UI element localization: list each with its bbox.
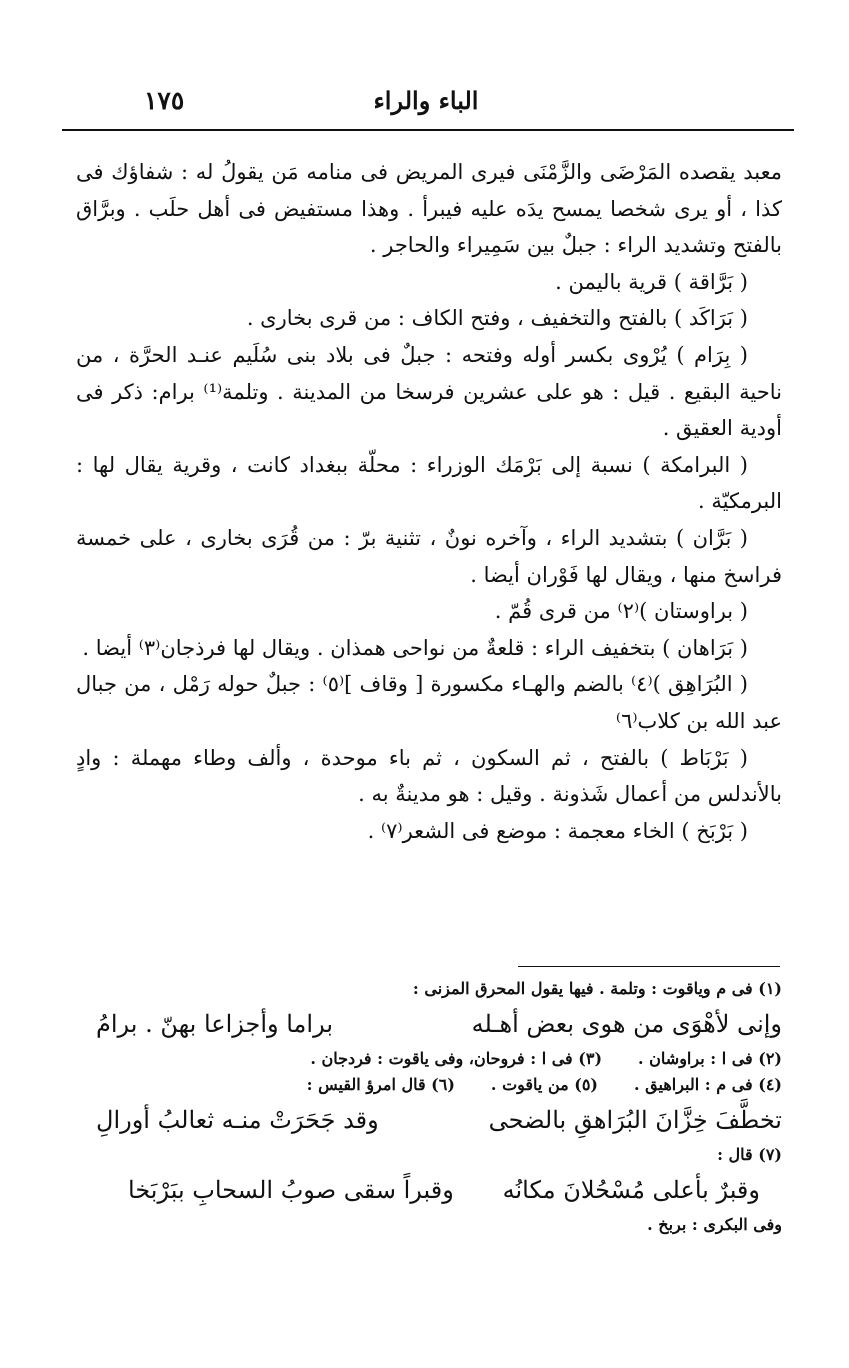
entry-barbakh: ( بَرْبَخ ) الخاء معجمة : موضع فى الشعر⁽٧⁾ . [367,818,748,843]
entry-barbat: ( بَرْبَاط ) بالفتح ، ثم السكون ، ثم باء موحدة ، وألف وطاء مهملة : وادٍ بالأندلس من أعمال شَذونة . وقيل : هو مدينةٌ به . [76,745,782,807]
entry-barran: ( بَرَّان ) بتشديد الراء ، وآخره نونٌ ، تثنية برّ : من قُرَى بخارى ، على خمسة فراسخ منها ، ويقال لها فَوْران أيضا . [76,525,782,587]
entry-barakad: ( بَرَاكَد ) بالفتح والتخفيف ، وفتح الكاف : من قرى بخارى . [246,306,748,331]
footnote-row-4-6 [90,1072,782,1098]
footnote-row-2-3 [90,1046,782,1072]
running-head [70,86,782,126]
verse-3-first-hemistich: وقبرٌ بأعلى مُسْحُلانَ مكانُه [502,1176,760,1204]
verse-1-first-hemistich: وإنى لأهْوَى من هوى بعض أهـله [471,1010,782,1038]
page-number: ١٧٥ [144,86,185,115]
entry-buraahiq: ( البُرَاهِق )⁽٤⁾ بالضم والهـاء مكسورة [ وقاف ]⁽٥⁾ : جبلٌ حوله رَمْل ، من جبال عبد الله بن كلاب⁽٦⁾ [76,672,782,733]
footnote-rule [518,966,780,967]
verse-2 [96,1100,782,1140]
verse-3-second-hemistich: وقبراً سقى صوبُ السحابِ ببَرْبَخا [128,1176,454,1204]
paragraph-continuation: معبد يقصده المَرْضَى والزَّمْنَى فيرى المريض فى منامه مَن يقولُ له : شفاؤك فى كذا ، أو يرى شخصا يمسح يدَه عليه فيبرأ . وهذا مستفيض فى أهل حلَب . وبرَّاق بالفتح وتشديد الراء : جبلٌ بين سَمِيراء والحاجر . [76,160,782,258]
running-title: الباء والراء [373,86,479,115]
footnote-3: (٣) فى ا : فروحان، وفى ياقوت : فردجان . [310,1049,603,1068]
main-text [76,154,782,849]
verse-1-second-hemistich: براما وأجزاعا بهنّ . برامُ [96,1010,333,1038]
footnote-6: (٦) قال امرؤ القيس : [306,1075,455,1094]
entry-barahan: ( بَرَاهان ) بتخفيف الراء : قلعةٌ من نواحى همذان . ويقال لها فرذجان⁽٣⁾ أيضا . [82,635,748,660]
entry-biram: ( بِرَام ) يُرْوى بكسر أوله وفتحه : جبلٌ فى بلاد بنى سُلَيم عنـد الحرَّة ، من ناحية البقيع . قيل : هو على عشرين فرسخا من المدينة . وتلمة⁽¹⁾ برام: ذكر فى أودية العقيق . [76,342,782,441]
footnote-4: (٤) فى م : البراهيق . [634,1075,782,1094]
verse-2-second-hemistich: وقد جَحَرَتْ منـه ثعالبُ أورالِ [96,1106,379,1134]
verse-1 [96,1004,782,1044]
entry-barraqa: ( بَرَّاقة ) قرية باليمن . [555,269,748,294]
entry-barmaka: ( البرامكة ) نسبة إلى بَرْمَك الوزراء : محلّة ببغداد كانت ، وقرية يقال لها : البرمكيّة . [76,452,782,514]
footnote-1: (١) فى م وياقوت : وتلمة . فيها يقول المحرق المزنى : [412,979,782,998]
footnote-7-bakri: وفى البكرى : بربخ . [647,1215,782,1234]
footnote-7: (٧) قال : [717,1145,782,1164]
header-rule [62,129,794,131]
verse-2-first-hemistich: تخطَّفَ خِزَّانَ البُرَاهقِ بالضحى [488,1106,782,1134]
footnotes [90,976,782,1238]
entry-barawastan: ( براوستان )⁽٢⁾ من قرى قُمّ . [494,599,748,624]
verse-3 [128,1170,760,1210]
footnote-5: (٥) من ياقوت . [490,1075,598,1094]
footnote-2: (٢) فى ا : براوشان . [638,1049,782,1068]
